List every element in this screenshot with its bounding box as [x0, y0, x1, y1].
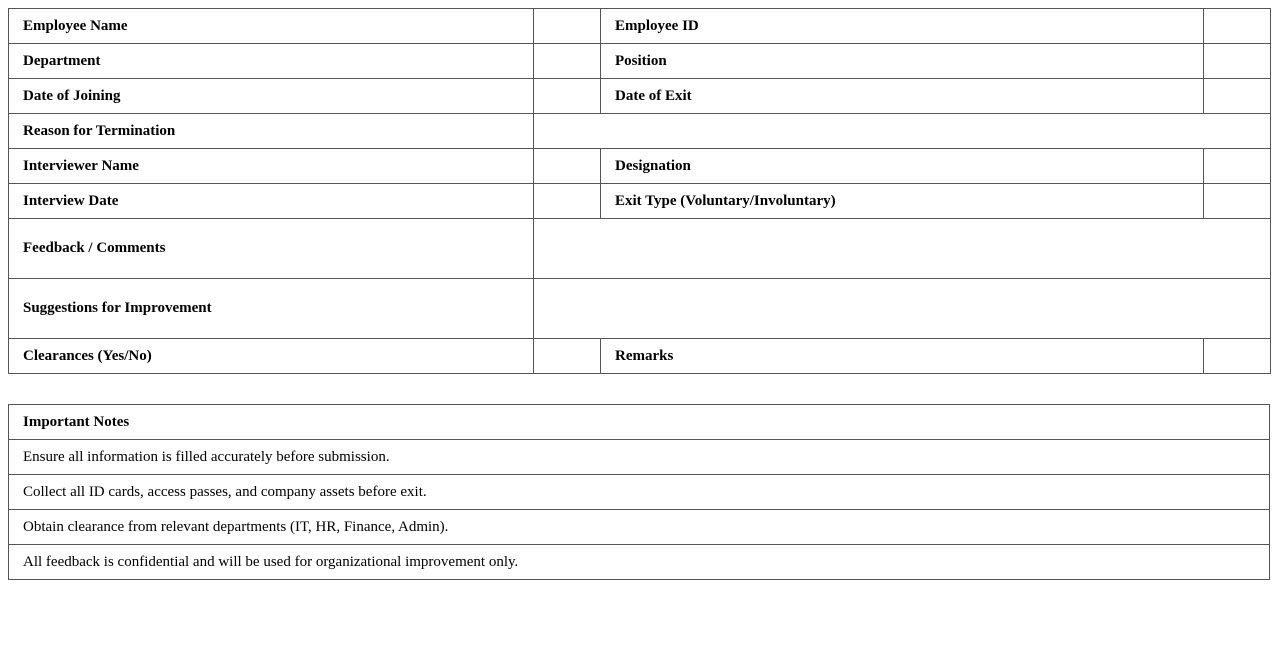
remarks-label: Remarks: [601, 339, 1204, 374]
position-label: Position: [601, 44, 1204, 79]
department-label: Department: [9, 44, 534, 79]
employee-name-field[interactable]: [534, 9, 601, 44]
exit-type-field[interactable]: [1204, 184, 1271, 219]
remarks-field[interactable]: [1204, 339, 1271, 374]
interviewer-name-field[interactable]: [534, 149, 601, 184]
designation-field[interactable]: [1204, 149, 1271, 184]
clearances-label: Clearances (Yes/No): [9, 339, 534, 374]
employee-id-label: Employee ID: [601, 9, 1204, 44]
reason-label: Reason for Termination: [9, 114, 534, 149]
date-of-exit-label: Date of Exit: [601, 79, 1204, 114]
employee-name-label: Employee Name: [9, 9, 534, 44]
clearances-field[interactable]: [534, 339, 601, 374]
exit-type-label: Exit Type (Voluntary/Involuntary): [601, 184, 1204, 219]
date-of-joining-field[interactable]: [534, 79, 601, 114]
position-field[interactable]: [1204, 44, 1271, 79]
department-field[interactable]: [534, 44, 601, 79]
interview-date-label: Interview Date: [9, 184, 534, 219]
date-of-exit-field[interactable]: [1204, 79, 1271, 114]
date-of-joining-label: Date of Joining: [9, 79, 534, 114]
exit-interview-form: [8, 8, 1271, 374]
note-item: All feedback is confidential and will be used for organizational improvement only.: [9, 545, 1270, 580]
note-item: Obtain clearance from relevant departments (IT, HR, Finance, Admin).: [9, 510, 1270, 545]
suggestions-field[interactable]: [534, 279, 1271, 339]
interview-date-field[interactable]: [534, 184, 601, 219]
note-item: Ensure all information is filled accurately before submission.: [9, 440, 1270, 475]
note-item: Collect all ID cards, access passes, and company assets before exit.: [9, 475, 1270, 510]
interviewer-name-label: Interviewer Name: [9, 149, 534, 184]
reason-field[interactable]: [534, 114, 1271, 149]
employee-id-field[interactable]: [1204, 9, 1271, 44]
notes-title: Important Notes: [9, 405, 1270, 440]
feedback-label: Feedback / Comments: [9, 219, 534, 279]
designation-label: Designation: [601, 149, 1204, 184]
important-notes-table: [8, 404, 1270, 580]
feedback-field[interactable]: [534, 219, 1271, 279]
suggestions-label: Suggestions for Improvement: [9, 279, 534, 339]
